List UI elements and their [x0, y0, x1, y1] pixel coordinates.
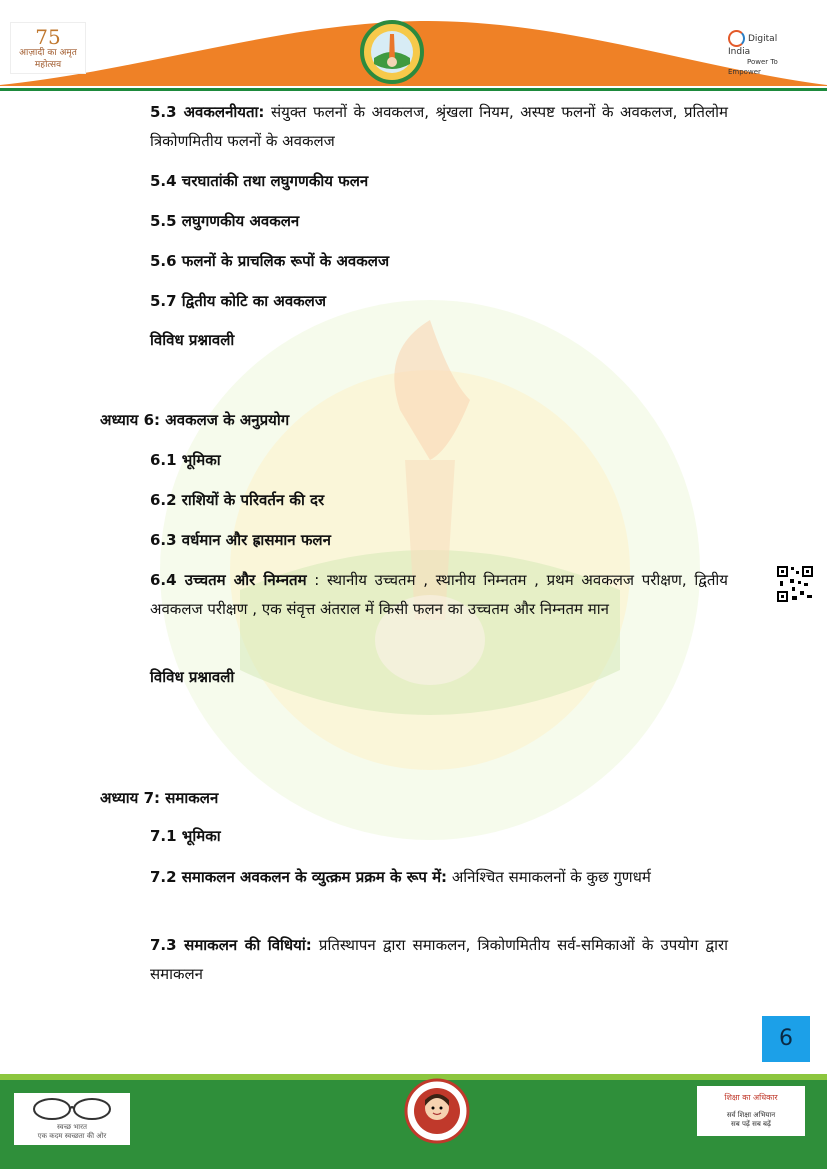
- glasses-icon: [22, 1093, 122, 1121]
- section-5-5: 5.5 लघुगणकीय अवकलन: [150, 212, 300, 230]
- section-5-4: 5.4 चरघातांकी तथा लघुगणकीय फलन: [150, 172, 369, 190]
- swachh-bharat-logo: स्वच्छ भारत एक कदम स्वच्छता की ओर: [14, 1093, 130, 1145]
- misc-exercise-6: विविध प्रश्नावली: [150, 668, 235, 686]
- section-6-2: 6.2 राशियों के परिवर्तन की दर: [150, 491, 325, 509]
- chapter-7-title: अध्याय 7: समाकलन: [100, 789, 219, 807]
- section-5-6: 5.6 फलनों के प्राचलिक रूपों के अवकलज: [150, 252, 390, 270]
- chapter-6-title: अध्याय 6: अवकलज के अनुप्रयोग: [100, 411, 290, 429]
- section-6-4: 6.4 उच्चतम और निम्नतम : स्थानीय उच्चतम , स्थानीय निम्नतम , प्रथम अवकलज परीक्षण, द्वितीय अवकलज परीक्षण , एक संवृत्त अंतराल में किसी फलन का उच्चतम और निम्नतम मान: [150, 571, 729, 618]
- misc-exercise-5: विविध प्रश्नावली: [150, 331, 235, 349]
- section-5-7: 5.7 द्वितीय कोटि का अवकलज: [150, 292, 326, 310]
- rte-logo: शिक्षा का अधिकार सर्व शिक्षा अभियान सब पढ़ें सब बढ़ें: [697, 1086, 805, 1136]
- section-7-3: 7.3 समाकलन की विधियां: प्रतिस्थापन द्वारा समाकलन, त्रिकोणमितीय सर्व-समिकाओं के उपयोग द्वारा समाकलन: [150, 936, 728, 983]
- qr-code-icon[interactable]: [776, 565, 814, 603]
- section-5-3: 5.3 अवकलनीयता: संयुक्त फलनों के अवकलज, श्रृंखला नियम, अस्पष्ट फलनों के अवकलज, प्रतिलोम त्रिकोणमितीय फलनों के अवकलज: [150, 103, 728, 150]
- section-6-3: 6.3 वर्धमान और ह्रासमान फलन: [150, 531, 331, 549]
- azadi-logo: 75 आज़ादी का अमृत महोत्सव: [10, 22, 86, 74]
- section-6-1: 6.1 भूमिका: [150, 451, 221, 469]
- beti-bachao-logo-icon: [404, 1078, 470, 1144]
- section-7-1: 7.1 भूमिका: [150, 827, 221, 845]
- section-7-2: 7.2 समाकलन अवकलन के व्युत्क्रम प्रक्रम के रूप में: अनिश्चित समाकलनों के कुछ गुणधर्म: [150, 868, 651, 886]
- digital-india-logo: Digital India Power To Empower: [728, 30, 798, 52]
- page-number: 6: [762, 1016, 810, 1062]
